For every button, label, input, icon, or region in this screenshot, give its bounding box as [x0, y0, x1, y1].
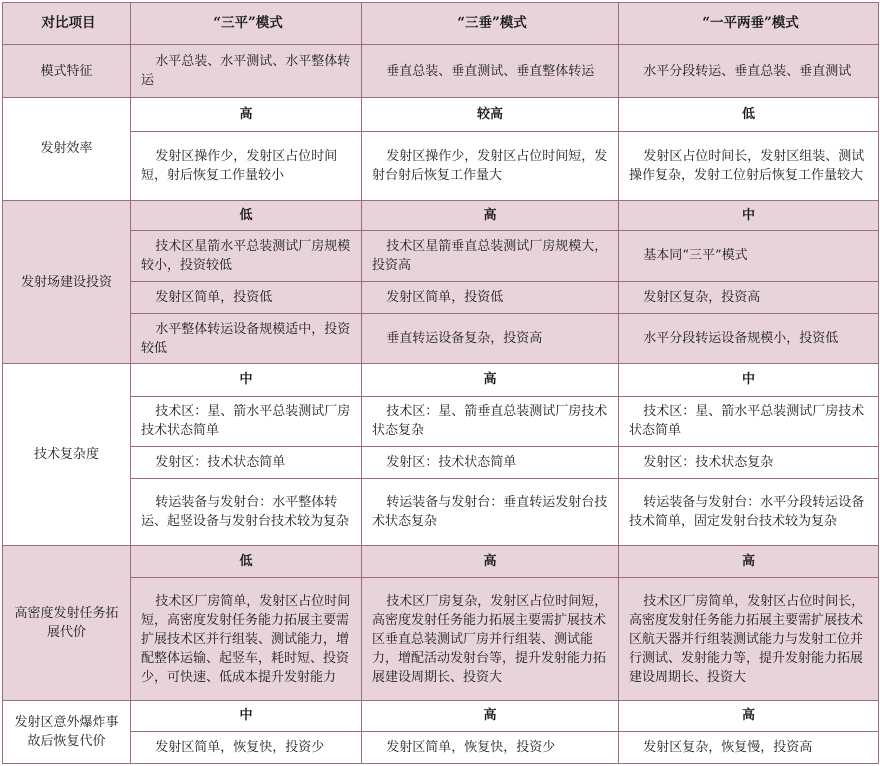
site-investment-row-3: [3, 313, 879, 363]
site-investment-r2-c1: 发射区简单，投资低: [131, 281, 362, 313]
site-investment-level-row: [3, 200, 879, 230]
accident-recovery-level-3: 高: [619, 701, 879, 731]
site-investment-r2-c2: 发射区简单，投资低: [362, 281, 619, 313]
high-density-desc-row: [3, 578, 879, 701]
tech-complexity-r1-c2: 技术区：星、箭垂直总装测试厂房技术状态复杂: [362, 396, 619, 446]
launch-efficiency-desc-row: [3, 132, 879, 201]
mode-feature-row: [3, 45, 879, 97]
high-density-level-2: 高: [362, 545, 619, 577]
site-investment-r1-c2: 技术区星箭垂直总装测试厂房规模大，投资高: [362, 231, 619, 281]
site-investment-r3-c3: 水平分段转运设备规模小，投资低: [619, 313, 879, 363]
launch-efficiency-level-2: 较高: [362, 97, 619, 131]
launch-efficiency-level-3: 低: [619, 97, 879, 131]
tech-complexity-r3-c3: 转运装备与发射台：水平分段转运设备技术简单，固定发射台技术较为复杂: [619, 479, 879, 546]
tech-complexity-row-1: [3, 396, 879, 446]
tech-complexity-label: 技术复杂度: [3, 364, 131, 546]
site-investment-r1-c3: 基本同“三平”模式: [619, 231, 879, 281]
high-density-desc-3: 技术区厂房简单，发射区占位时间长，高密度发射任务能力拓展主要需扩展技术区航天器并行组装测试能力与发射工位并行测试、发射能力等，提升发射能力拓展建设周期长、投资大: [619, 578, 879, 701]
site-investment-r2-c3: 发射区复杂，投资高: [619, 281, 879, 313]
tech-complexity-r2-c3: 发射区：技术状态复杂: [619, 447, 879, 479]
site-investment-r1-c1: 技术区星箭水平总装测试厂房规模较小，投资较低: [131, 231, 362, 281]
high-density-level-row: [3, 545, 879, 577]
high-density-level-1: 低: [131, 545, 362, 577]
accident-recovery-desc-2: 发射区简单，恢复快，投资少: [362, 731, 619, 763]
launch-efficiency-desc-1: 发射区操作少，发射区占位时间短，射后恢复工作量较小: [131, 132, 362, 201]
tech-complexity-r2-c2: 发射区：技术状态简单: [362, 447, 619, 479]
high-density-level-3: 高: [619, 545, 879, 577]
accident-recovery-desc-1: 发射区简单，恢复快，投资少: [131, 731, 362, 763]
launch-efficiency-level-row: [3, 97, 879, 131]
high-density-desc-2: 技术区厂房复杂，发射区占位时间短，高密度发射任务能力拓展主要需扩展技术区垂直总装测试厂房并行组装、测试能力，增配活动发射台等，提升发射能力拓展建设周期长、投资大: [362, 578, 619, 701]
mode-feature-col-1: 水平总装、水平测试、水平整体转运: [131, 45, 362, 97]
accident-recovery-level-row: [3, 701, 879, 731]
tech-complexity-r1-c3: 技术区：星、箭水平总装测试厂房技术状态简单: [619, 396, 879, 446]
accident-recovery-level-2: 高: [362, 701, 619, 731]
launch-efficiency-desc-3: 发射区占位时间长，发射区组装、测试操作复杂，发射工位射后恢复工作量较大: [619, 132, 879, 201]
header-col-2: “三垂”模式: [362, 3, 619, 45]
launch-efficiency-level-1: 高: [131, 97, 362, 131]
mode-feature-col-3: 水平分段转运、垂直总装、垂直测试: [619, 45, 879, 97]
high-density-desc-1: 技术区厂房简单，发射区占位时间短，高密度发射任务能力拓展主要需扩展技术区并行组装、测试能力，增配整体运输、起竖车，耗时短、投资少，可快速、低成本提升发射能力: [131, 578, 362, 701]
mode-feature-col-2: 垂直总装、垂直测试、垂直整体转运: [362, 45, 619, 97]
site-investment-row-1: [3, 231, 879, 281]
tech-complexity-level-1: 中: [131, 364, 362, 396]
mode-feature-label: 模式特征: [3, 45, 131, 97]
site-investment-row-2: [3, 281, 879, 313]
comparison-table: [2, 2, 879, 764]
header-col-1: “三平”模式: [131, 3, 362, 45]
launch-efficiency-desc-2: 发射区操作少，发射区占位时间短，发射台射后恢复工作量大: [362, 132, 619, 201]
site-investment-level-2: 高: [362, 200, 619, 230]
tech-complexity-row-3: [3, 479, 879, 546]
header-col-3: “一平两垂”模式: [619, 3, 879, 45]
accident-recovery-level-1: 中: [131, 701, 362, 731]
high-density-label: 高密度发射任务拓展代价: [3, 545, 131, 700]
header-item: 对比项目: [3, 3, 131, 45]
tech-complexity-r3-c2: 转运装备与发射台：垂直转运发射台技术状态复杂: [362, 479, 619, 546]
site-investment-level-1: 低: [131, 200, 362, 230]
tech-complexity-r2-c1: 发射区：技术状态简单: [131, 447, 362, 479]
site-investment-level-3: 中: [619, 200, 879, 230]
tech-complexity-level-row: [3, 364, 879, 396]
accident-recovery-label: 发射区意外爆炸事故后恢复代价: [3, 701, 131, 764]
accident-recovery-desc-3: 发射区复杂，恢复慢，投资高: [619, 731, 879, 763]
header-row: [3, 3, 879, 45]
site-investment-r3-c1: 水平整体转运设备规模适中，投资较低: [131, 313, 362, 363]
tech-complexity-level-2: 高: [362, 364, 619, 396]
accident-recovery-desc-row: [3, 731, 879, 763]
tech-complexity-r3-c1: 转运装备与发射台：水平整体转运、起竖设备与发射台技术较为复杂: [131, 479, 362, 546]
site-investment-r3-c2: 垂直转运设备复杂，投资高: [362, 313, 619, 363]
launch-efficiency-label: 发射效率: [3, 97, 131, 200]
tech-complexity-row-2: [3, 447, 879, 479]
site-investment-label: 发射场建设投资: [3, 200, 131, 363]
tech-complexity-level-3: 中: [619, 364, 879, 396]
tech-complexity-r1-c1: 技术区：星、箭水平总装测试厂房技术状态简单: [131, 396, 362, 446]
